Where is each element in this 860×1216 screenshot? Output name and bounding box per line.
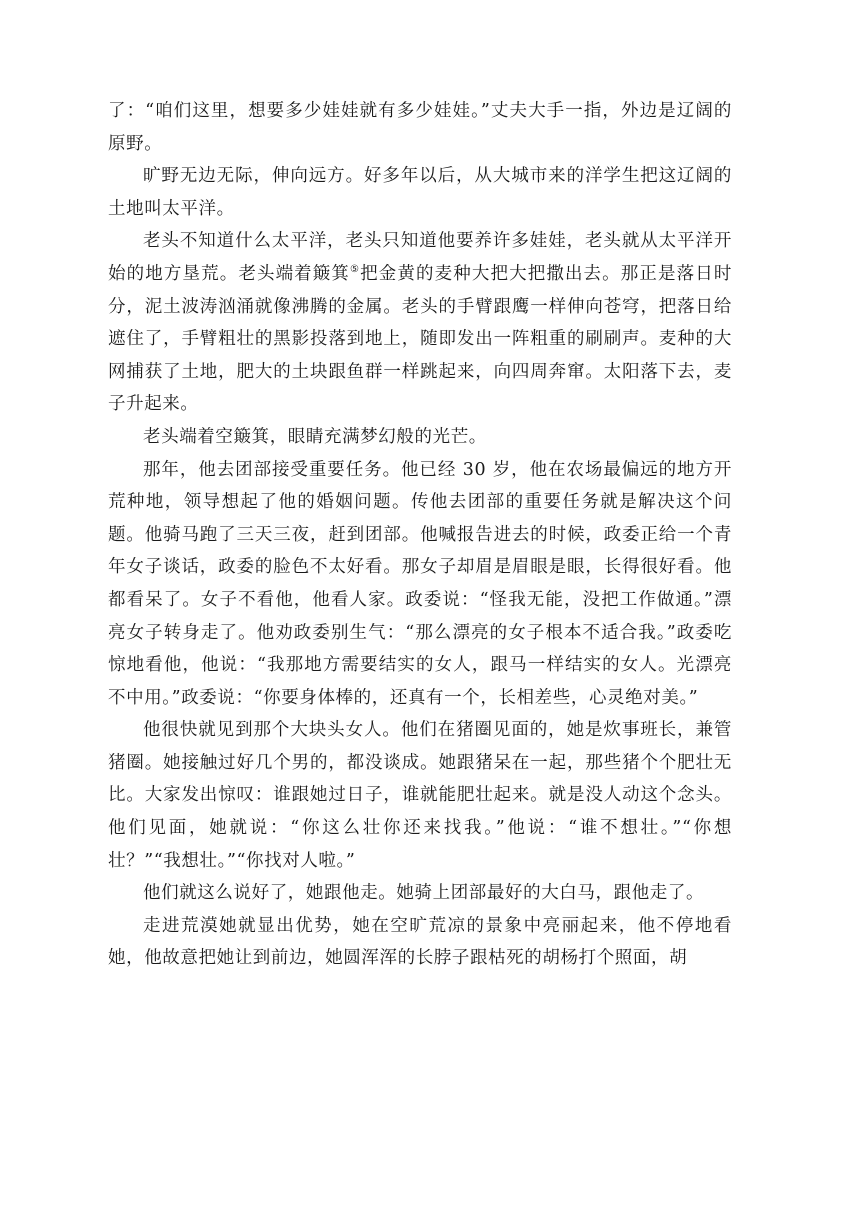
paragraph-3-text-after: 把金黄的麦种大把大把撒出去。那正是落日时分，泥土波涛汹涌就像沸腾的金属。老头的手臂跟鹰一样伸向苍穹，把落日给遮住了，手臂粗壮的黑影投落到地上，随即发出一阵粗重的刷刷声。麦种的大网捕获了土地，肥大的土块跟鱼群一样跳起来，向四周奔窜。太阳落下去，麦子升起来。	[108, 263, 732, 415]
paragraph-3-text-before: 老头不知道什么太平洋，老头只知道他要养许多娃娃，老头就从太平洋开始的地方垦荒。老头端着簸箕	[108, 231, 732, 284]
paragraph-1: 了：“咱们这里，想要多少娃娃就有多少娃娃。”丈夫大手一指，外边是辽阔的原野。	[108, 101, 732, 154]
document-page	[108, 95, 732, 975]
paragraph-2: 旷野无边无际，伸向远方。好多年以后，从大城市来的洋学生把这辽阔的土地叫太平洋。	[108, 166, 732, 219]
paragraph-6: 他很快就见到那个大块头女人。他们在猪圈见面的，她是炊事班长，兼管猪圈。她接触过好几个男的，都没谈成。她跟猪呆在一起，那些猪个个肥壮无比。大家发出惊叹：谁跟她过日子，谁就能肥壮起来。就是没人动这个念头。他们见面，她就说：“你这么壮你还来找我。”他说：“谁不想壮。”“你想壮？”“我想壮。”“你找对人啦。”	[108, 720, 732, 871]
paragraph-5: 那年，他去团部接受重要任务。他已经 30 岁，他在农场最偏远的地方开荒种地，领导想起了他的婚姻问题。传他去团部的重要任务就是解决这个问题。他骑马跑了三天三夜，赶到团部。他喊报告进去的时候，政委正给一个青年女子谈话，政委的脸色不太好看。那女子却眉是眉眼是眼，长得很好看。他都看呆了。女子不看他，他看人家。政委说：“怪我无能，没把工作做通。”漂亮女子转身走了。他劝政委别生气：“那么漂亮的女子根本不适合我。”政委吃惊地看他，他说：“我那地方需要结实的女人，跟马一样结实的女人。光漂亮不中用。”政委说：“你要身体棒的，还真有一个，长相差些，心灵绝对美。”	[108, 459, 732, 708]
footnote-marker: ⑤	[350, 264, 361, 276]
paragraph-7: 他们就这么说好了，她跟他走。她骑上团部最好的大白马，跟他走了。	[143, 883, 705, 904]
paragraph-4: 老头端着空簸箕，眼睛充满梦幻般的光芒。	[143, 426, 487, 447]
paragraph-8: 走进荒漠她就显出优势，她在空旷荒凉的景象中亮丽起来，他不停地看她，他故意把她让到前边，她圆浑浑的长脖子跟枯死的胡杨打个照面，胡	[108, 915, 732, 969]
paragraph-3	[108, 225, 732, 421]
